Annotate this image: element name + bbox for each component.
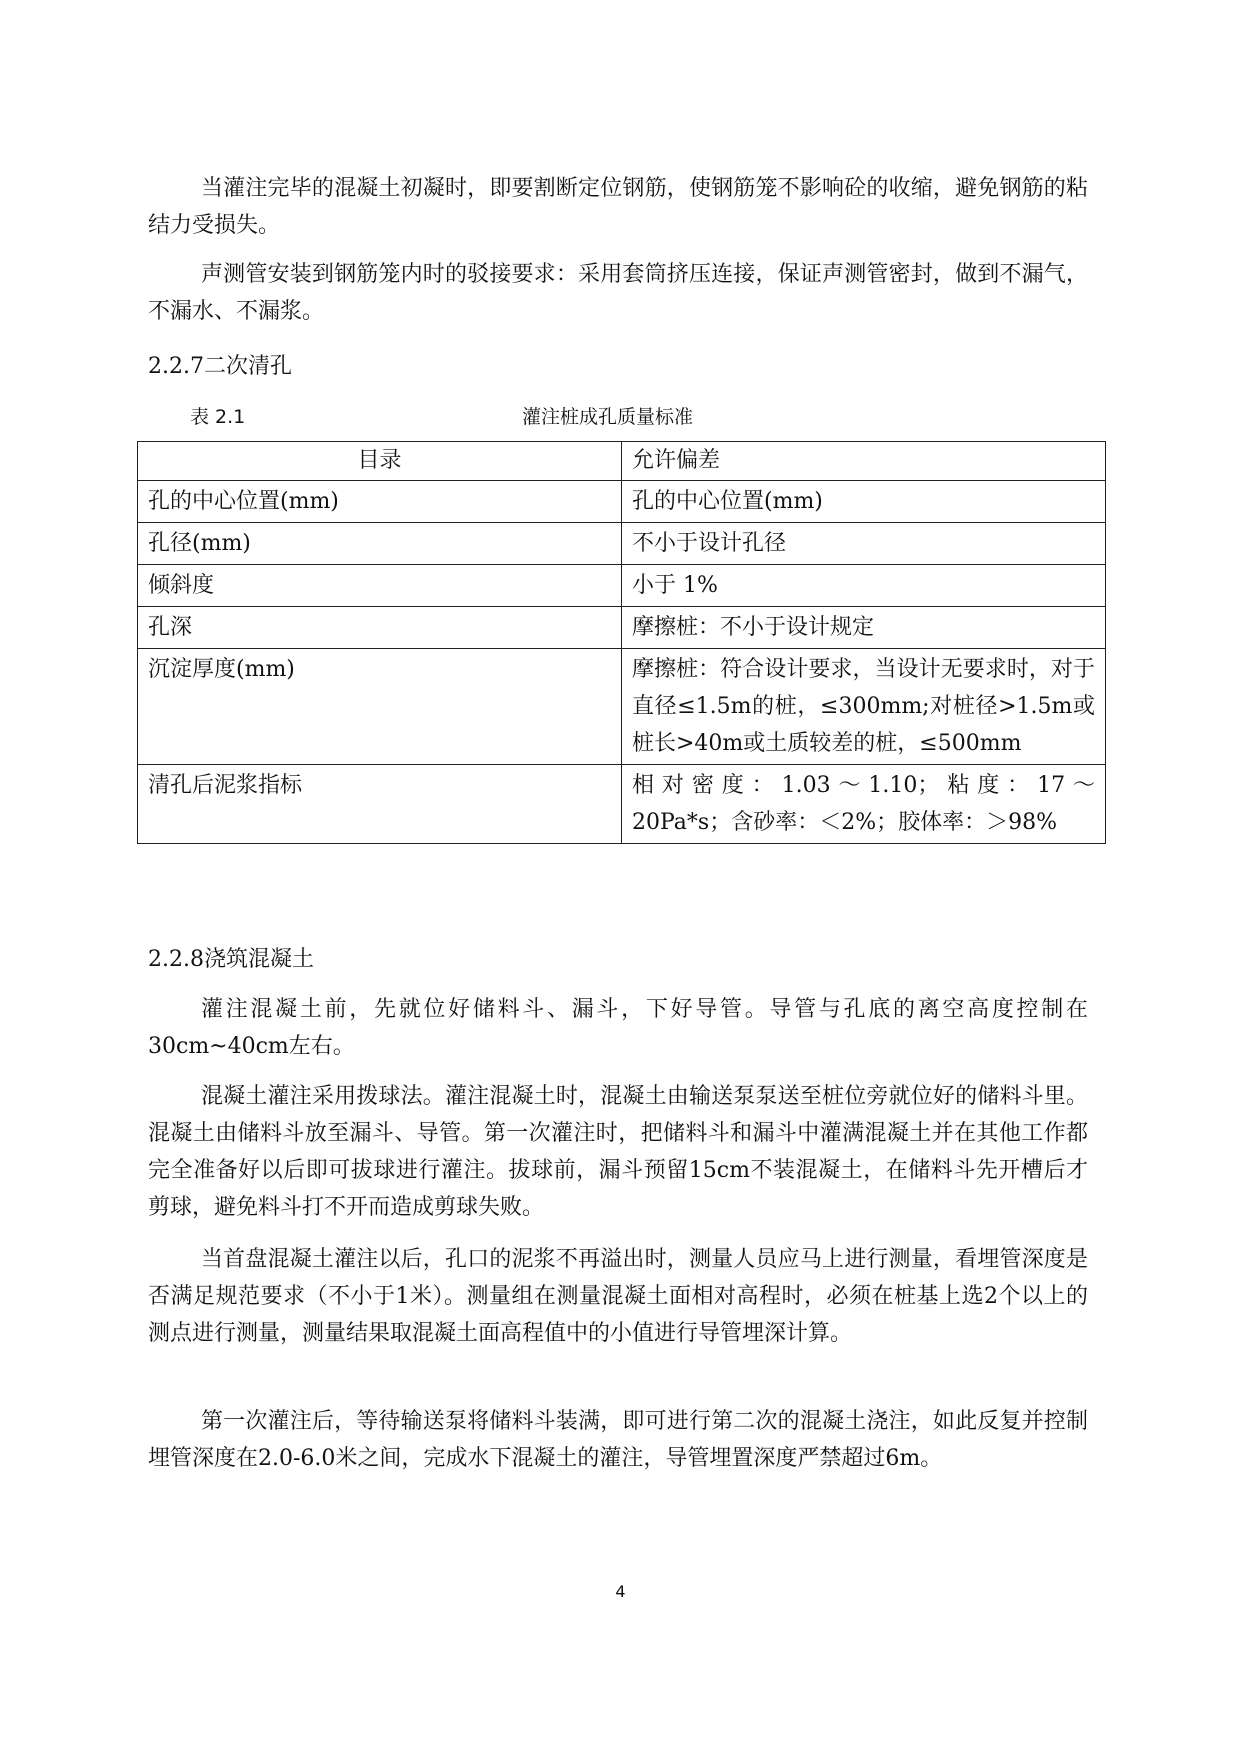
section-heading-2-2-7: 2.2.7二次清孔 [148,354,292,379]
cell-item: 清孔后泥浆指标 [138,765,622,844]
cell-item: 孔深 [138,607,622,649]
header-tolerance: 允许偏差 [622,442,1106,481]
cell-item: 孔的中心位置(mm) [138,481,622,523]
paragraph-ball-pulling: 混凝土灌注采用拨球法。灌注混凝土时，混凝土由输送泵泵送至桩位旁就位好的储料斗里。混凝土由储料斗放至漏斗、导管。第一次灌注时，把储料斗和漏斗中灌满混凝土并在其他工作都完全准备好以后即可拔球进行灌注。拔球前，漏斗预留15cm不装混凝土，在储料斗先开槽后才剪球，避免料斗打不开而造成剪球失败。 [148,1084,1088,1220]
table-row [138,565,1106,607]
paragraph-rebar-cutting: 当灌注完毕的混凝土初凝时，即要割断定位钢筋，使钢筋笼不影响砼的收缩，避免钢筋的粘结力受损失。 [148,176,1088,238]
table-row [138,481,1106,523]
cell-tolerance: 摩擦桩：符合设计要求，当设计无要求时，对于直径≤1.5m的桩，≤300mm;对桩径>1.5m或桩长>40m或土质较差的桩，≤500mm [622,649,1106,765]
cell-tolerance: 摩擦桩：不小于设计规定 [622,607,1106,649]
cell-item: 沉淀厚度(mm) [138,649,622,765]
cell-tolerance: 小于 1% [622,565,1106,607]
table-row [138,523,1106,565]
table-header-row [138,442,1106,481]
table-row [138,765,1106,844]
table-row [138,649,1106,765]
cell-item: 孔径(mm) [138,523,622,565]
section-heading-2-2-8: 2.2.8浇筑混凝土 [148,947,314,972]
cell-tolerance: 不小于设计孔径 [622,523,1106,565]
quality-standard-table [137,441,1106,844]
paragraph-pouring-prep: 灌注混凝土前，先就位好储料斗、漏斗，下好导管。导管与孔底的离空高度控制在30cm~40cm左右。 [148,997,1088,1059]
table-row [138,607,1106,649]
header-item: 目录 [138,442,622,481]
cell-item: 倾斜度 [138,565,622,607]
paragraph-measurement: 当首盘混凝土灌注以后，孔口的泥浆不再溢出时，测量人员应马上进行测量，看埋管深度是否满足规范要求（不小于1米）。测量组在测量混凝土面相对高程时，必须在桩基上选2个以上的测点进行测量，测量结果取混凝土面高程值中的小值进行导管埋深计算。 [148,1247,1088,1346]
paragraph-sonic-tube: 声测管安装到钢筋笼内时的驳接要求：采用套筒挤压连接，保证声测管密封，做到不漏气，不漏水、不漏浆。 [148,262,1088,324]
table-title: 灌注桩成孔质量标准 [522,406,694,428]
page-number: 4 [615,1582,626,1601]
paragraph-second-pour: 第一次灌注后，等待输送泵将储料斗装满，即可进行第二次的混凝土浇注，如此反复并控制埋管深度在2.0-6.0米之间，完成水下混凝土的灌注，导管埋置深度严禁超过6m。 [148,1409,1088,1471]
cell-tolerance: 孔的中心位置(mm) [622,481,1106,523]
cell-tolerance: 相对密度：1.03～1.10；粘度：17～20Pa*s；含砂率：＜2%；胶体率：＞98% [622,765,1106,844]
table-number: 表 2.1 [190,406,246,428]
